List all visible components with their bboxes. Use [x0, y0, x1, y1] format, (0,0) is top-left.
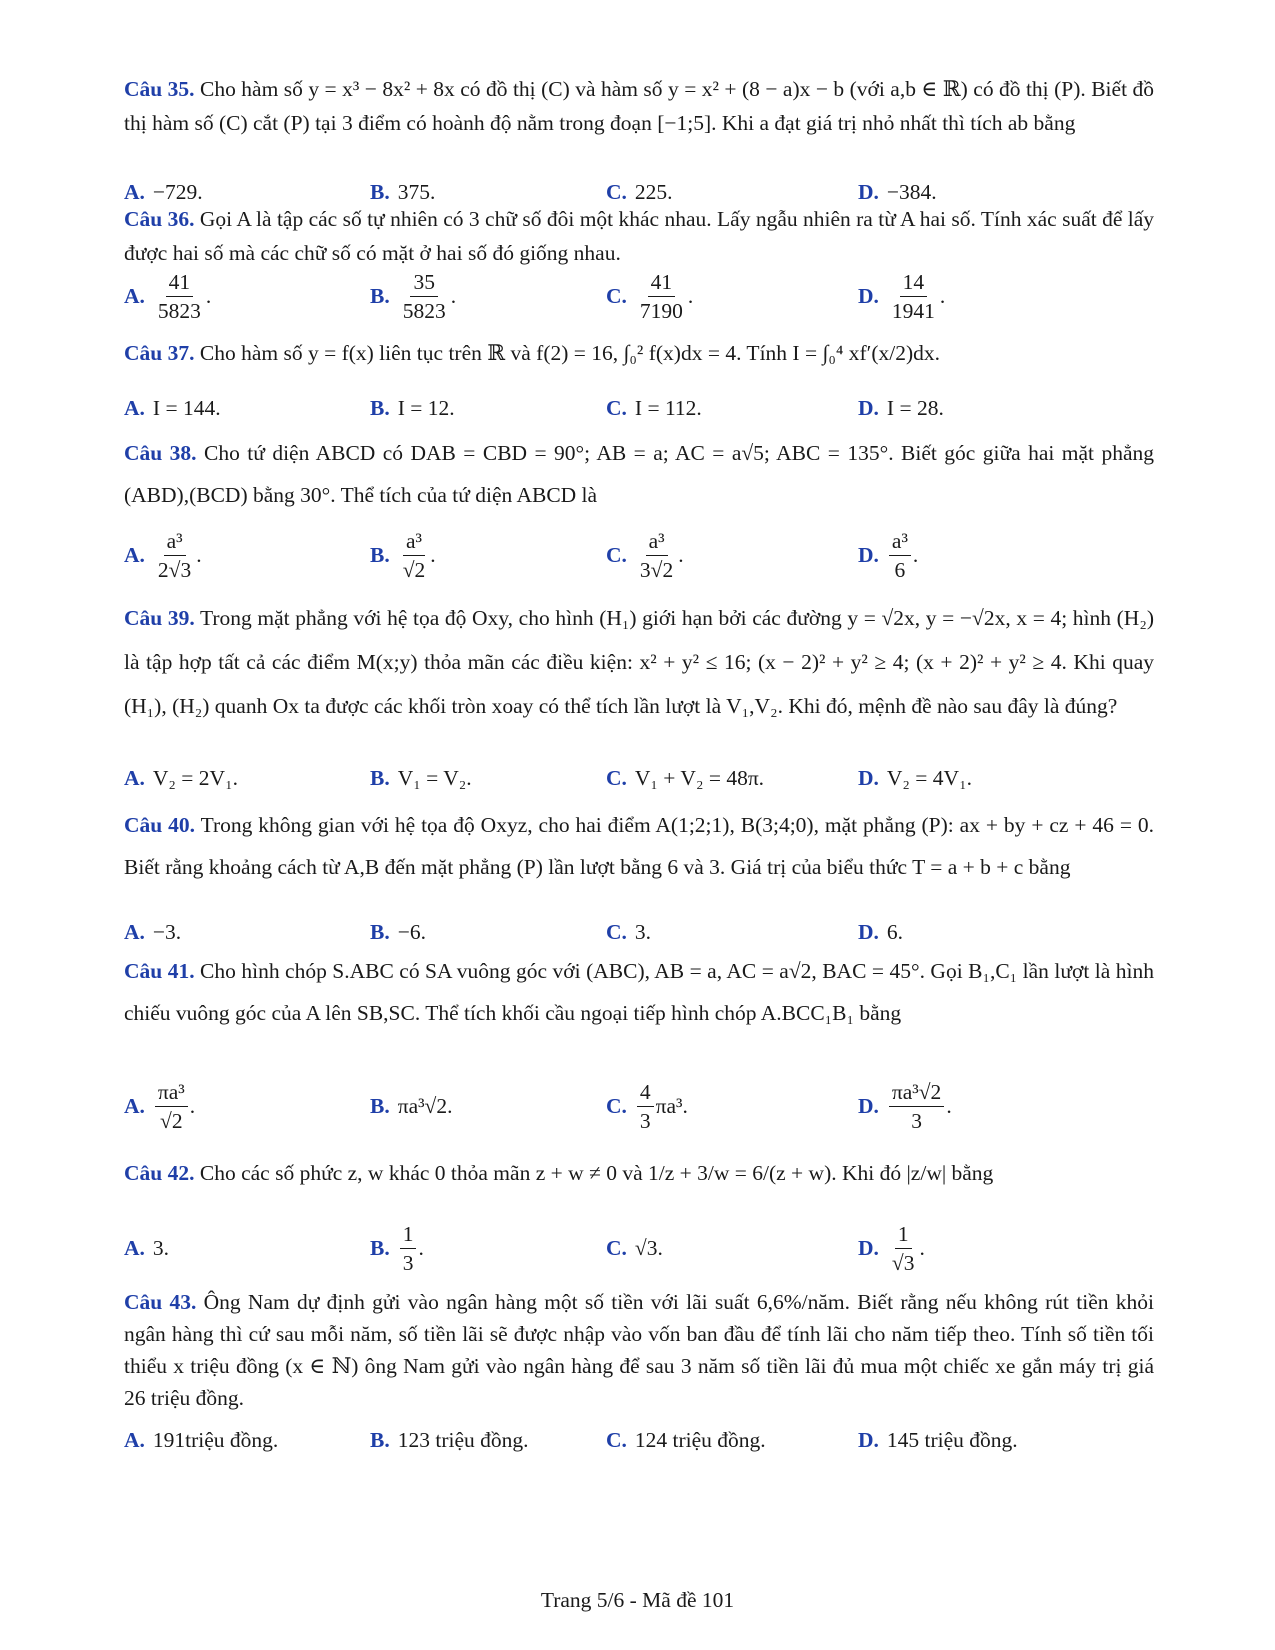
question-label: Câu 39.: [124, 606, 195, 630]
question-label: Câu 35.: [124, 77, 195, 101]
question-label: Câu 36.: [124, 207, 195, 231]
question-label: Câu 40.: [124, 813, 196, 837]
options-42: [124, 1216, 1154, 1280]
option-a[interactable]: A. 3.: [124, 1235, 170, 1260]
question-text: Cho các số phức z, w khác 0 thỏa mãn z + w ≠ 0 và 1/z + 3/w = 6/(z + w). Khi đó |z/w| bằng: [199, 1161, 994, 1185]
option-d[interactable]: D. −384.: [858, 179, 937, 204]
option-b[interactable]: B. $\frac{35}{5823}$ .: [370, 269, 457, 323]
question-text: Cho hình chóp S.ABC có SA vuông góc với (ABC), AB = a, AC = a√2, BAC = 45°. Gọi B₁,C₁ lần lượt là hình chiếu vuông góc của A lên SB,SC. Thể tích khối cầu ngoại tiếp hình chóp A.BCC₁B₁ bằng: [124, 959, 1155, 1025]
options-41: [124, 1074, 1154, 1138]
option-a[interactable]: A. $\frac{41}{5823}$ .: [124, 269, 212, 323]
question-label: Câu 38.: [124, 441, 197, 465]
options-40: [124, 912, 1154, 952]
option-c[interactable]: C. 225.: [606, 179, 673, 204]
page-footer: Trang 5/6 - Mã đề 101: [540, 1588, 735, 1612]
question-36: [124, 202, 1154, 270]
options-39: [124, 758, 1154, 798]
question-text: Cho tứ diện ABCD có DAB = CBD = 90°; AB = a; AC = a√5; ABC = 135°. Biết góc giữa hai mặt phẳng (ABD),(BCD) bằng 30°. Thể tích của tứ diện ABCD là: [124, 441, 1155, 507]
question-text: Cho hàm số y = x³ − 8x² + 8x có đồ thị (C) và hàm số y = x² + (8 − a)x − b (với a,b ∈ ℝ) có đồ thị (P). Biết đồ thị hàm số (C) cắt (P) tại 3 điểm có hoành độ nằm trong đoạn [−1;5]. Khi a đạt giá trị nhỏ nhất thì tích ab bằng: [124, 77, 1154, 135]
question-37: [124, 336, 1154, 370]
option-d[interactable]: D. $\frac{\text{a³}}{6}$ .: [858, 528, 919, 582]
option-d[interactable]: D. V₂ = 4V₁.: [858, 765, 972, 790]
option-a[interactable]: A. $\frac{\text{πa³}}{√2}$ .: [124, 1079, 196, 1133]
option-b[interactable]: B. −6.: [370, 919, 426, 944]
question-35: [124, 72, 1154, 140]
question-38: [124, 432, 1154, 516]
question-label: Câu 41.: [124, 959, 195, 983]
question-text: Cho hàm số y = f(x) liên tục trên ℝ và f(2) = 16, ∫₀² f(x)dx = 4. Tính I = ∫₀⁴ xf′(x/2)dx.: [199, 341, 940, 365]
question-text: Ông Nam dự định gửi vào ngân hàng một số tiền với lãi suất 6,6%/năm. Biết rằng nếu không rút tiền khỏi ngân hàng thì cứ sau mỗi năm, số tiền lãi sẽ được nhập vào vốn ban đầu để tính lãi cho năm tiếp theo. Tính số tiền tối thiểu x triệu đồng (x ∈ ℕ) ông Nam gửi vào ngân hàng để sau 3 năm số tiền lãi đủ mua một chiếc xe gắn máy trị giá 26 triệu đồng.: [124, 1290, 1154, 1410]
question-text: Trong mặt phẳng với hệ tọa độ Oxy, cho hình (H₁) giới hạn bởi các đường y = √2x, y = −√2x, x = 4; hình (H₂) là tập hợp tất cả các điểm M(x;y) thỏa mãn các điều kiện: x² + y² ≤ 16; (x − 2)² + y² ≥ 4; (x + 2)² + y² ≥ 4. Khi quay (H₁), (H₂) quanh Ox ta được các khối tròn xoay có thể tích lần lượt là V₁,V₂. Khi đó, mệnh đề nào sau đây là đúng?: [124, 606, 1154, 718]
option-d[interactable]: D. 145 triệu đồng.: [858, 1427, 1018, 1452]
question-text: Gọi A là tập các số tự nhiên có 3 chữ số đôi một khác nhau. Lấy ngẫu nhiên ra từ A hai số. Tính xác suất để lấy được hai số mà các chữ số có mặt ở hai số đó giống nhau.: [124, 207, 1155, 265]
question-43: [124, 1286, 1154, 1414]
question-40: [124, 804, 1154, 888]
option-b[interactable]: B. V₁ = V₂.: [370, 765, 472, 790]
option-b[interactable]: B. 123 triệu đồng.: [370, 1427, 529, 1452]
option-a[interactable]: A. $\frac{\text{a³}}{2√3}$ .: [124, 528, 202, 582]
question-42: [124, 1156, 1154, 1190]
option-b[interactable]: B. I = 12.: [370, 395, 455, 420]
option-c[interactable]: C. 124 triệu đồng.: [606, 1427, 766, 1452]
question-41: [124, 950, 1154, 1034]
question-label: Câu 43.: [124, 1290, 197, 1314]
option-a[interactable]: A. −729.: [124, 179, 203, 204]
option-c[interactable]: C. I = 112.: [606, 395, 702, 420]
option-c[interactable]: C. 3.: [606, 919, 652, 944]
option-d[interactable]: D. 6.: [858, 919, 904, 944]
option-a[interactable]: A. 191triệu đồng.: [124, 1427, 279, 1452]
option-a[interactable]: A. −3.: [124, 919, 182, 944]
option-c[interactable]: C. $\frac{\text{a³}}{3√2}$ .: [606, 528, 684, 582]
option-b[interactable]: B. $\frac{\text{a³}}{√2}$ .: [370, 528, 436, 582]
option-d[interactable]: D. $\frac{\text{πa³√2}}{3}$ .: [858, 1079, 952, 1133]
question-text: Trong không gian với hệ tọa độ Oxyz, cho hai điểm A(1;2;1), B(3;4;0), mặt phẳng (P): ax + by + cz + 46 = 0. Biết rằng khoảng cách từ A,B đến mặt phẳng (P) lần lượt bằng 6 và 3. Giá trị của biểu thức T = a + b + c bằng: [124, 813, 1154, 879]
option-d[interactable]: D. I = 28.: [858, 395, 944, 420]
question-label: Câu 37.: [124, 341, 195, 365]
option-c[interactable]: C. √3.: [606, 1235, 663, 1260]
option-d[interactable]: D. $\frac{14}{1941}$ .: [858, 269, 946, 323]
option-c[interactable]: C. $\frac{41}{7190}$ .: [606, 269, 694, 323]
question-39: [124, 596, 1154, 728]
options-38: [124, 522, 1154, 588]
option-a[interactable]: A. I = 144.: [124, 395, 221, 420]
options-36: [124, 266, 1154, 326]
option-c[interactable]: C. V₁ + V₂ = 48π.: [606, 765, 765, 790]
option-c[interactable]: C. $\frac{4}{3}$ πa³.: [606, 1079, 688, 1133]
options-37: [124, 388, 1154, 428]
option-b[interactable]: B. πa³√2.: [370, 1093, 453, 1118]
options-43: [124, 1420, 1154, 1460]
option-d[interactable]: D. $\frac{1}{√3}$ .: [858, 1221, 925, 1275]
option-b[interactable]: B. 375.: [370, 179, 436, 204]
option-a[interactable]: A. V₂ = 2V₁.: [124, 765, 238, 790]
question-label: Câu 42.: [124, 1161, 195, 1185]
option-b[interactable]: B. $\frac{1}{3}$ .: [370, 1221, 424, 1275]
